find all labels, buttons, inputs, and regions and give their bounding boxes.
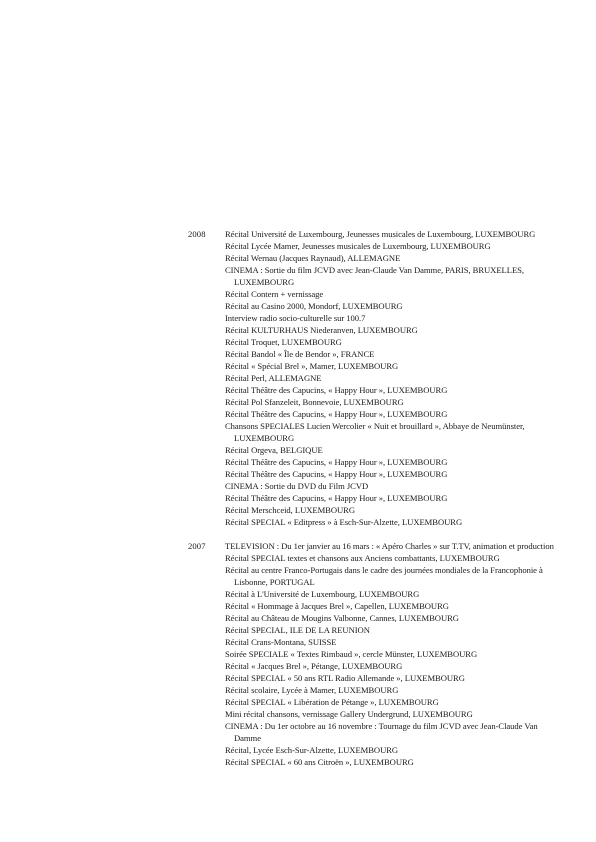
list-item: Récital Orgeva, BELGIQUE	[225, 445, 323, 455]
list-item: Récital au centre Franco-Portugais dans le cadre des journées mondiales de la Francophonie à Lisbonne, PORTUGAL	[225, 565, 543, 587]
list-item: Récital SPECIAL « Libération de Pétange », LUXEMBOURG	[225, 697, 439, 707]
list-item: Récital « Hommage à Jacques Brel », Capellen, LUXEMBOURG	[225, 601, 449, 611]
list-item: Récital « Jacques Brel », Pétange, LUXEMBOURG	[225, 661, 403, 671]
list-item: Récital au Casino 2000, Mondorf, LUXEMBOURG	[225, 301, 403, 311]
list-item: Récital Lycée Mamer, Jeunesses musicales de Luxembourg, LUXEMBOURG	[225, 241, 491, 251]
year-label: 2008	[188, 229, 206, 239]
list-item: Récital Perl, ALLEMAGNE	[225, 373, 322, 383]
list-item: Récital Troquet, LUXEMBOURG	[225, 337, 342, 347]
year-section-2008	[188, 228, 548, 528]
list-item: Récital SPECIAL « Editpress » à Esch-Sur-Alzette, LUXEMBOURG	[225, 517, 463, 527]
list-item: Récital Merschceid, LUXEMBOURG	[225, 505, 356, 515]
list-item: CINEMA : Sortie du DVD du Film JCVD	[225, 481, 369, 491]
list-item: Récital Théâtre des Capucins, « Happy Hour », LUXEMBOURG	[225, 493, 448, 503]
list-item: Récital Pol Sfanzeleit, Bonnevoie, LUXEMBOURG	[225, 397, 404, 407]
list-item: Récital à L'Université de Luxembourg, LUXEMBOURG	[225, 589, 420, 599]
list-item: Récital Théâtre des Capucins, « Happy Hour », LUXEMBOURG	[225, 409, 448, 419]
year-label: 2007	[188, 541, 206, 551]
list-item: Interview radio socio-culturelle sur 100.7	[225, 313, 366, 323]
list-item: Récital KULTURHAUS Niederanven, LUXEMBOURG	[225, 325, 418, 335]
list-item: Récital SPECIAL textes et chansons aux Anciens combattants, LUXEMBOURG	[225, 553, 500, 563]
list-item: Récital Université de Luxembourg, Jeunesses musicales de Luxembourg, LUXEMBOURG	[225, 229, 536, 239]
list-item: Récital Contern + vernissage	[225, 289, 324, 299]
list-item: Récital SPECIAL, ILE DE LA REUNION	[225, 625, 370, 635]
list-item: Récital Théâtre des Capucins, « Happy Hour », LUXEMBOURG	[225, 385, 448, 395]
list-item: Récital Théâtre des Capucins, « Happy Hour », LUXEMBOURG	[225, 469, 448, 479]
list-item: Récital Bandol « Île de Bendor », FRANCE	[225, 349, 375, 359]
list-item: Récital SPECIAL « 50 ans RTL Radio Allemande », LUXEMBOURG	[225, 673, 465, 683]
list-item: CINEMA : Sortie du film JCVD avec Jean-Claude Van Damme, PARIS, BRUXELLES, LUXEMBOURG	[225, 265, 524, 287]
year-section-2007	[188, 540, 554, 768]
list-item: Récital scolaire, Lycée à Mamer, LUXEMBOURG	[225, 685, 399, 695]
list-item: CINEMA : Du 1er octobre au 16 novembre : Tournage du film JCVD avec Jean-Claude Van Damme	[225, 721, 538, 743]
list-item: Chansons SPECIALES Lucien Wercolier « Nuit et brouillard », Abbaye de Neumünster, LUXEMBOURG	[225, 421, 525, 443]
list-item: Récital SPECIAL « 60 ans Citroën », LUXEMBOURG	[225, 757, 414, 767]
list-item: Récital Théâtre des Capucins, « Happy Hour », LUXEMBOURG	[225, 457, 448, 467]
entry-list	[225, 228, 548, 528]
list-item: TELEVISION : Du 1er janvier au 16 mars : « Apéro Charles » sur T.TV, animation et production	[225, 541, 554, 551]
list-item: Récital au Château de Mougins Valbonne, Cannes, LUXEMBOURG	[225, 613, 459, 623]
list-item: Soirée SPECIALE « Textes Rimbaud », cercle Münster, LUXEMBOURG	[225, 649, 478, 659]
list-item: Récital, Lycée Esch-Sur-Alzette, LUXEMBOURG	[225, 745, 399, 755]
entry-list	[225, 540, 554, 768]
list-item: Récital Wernau (Jacques Raynaud), ALLEMAGNE	[225, 253, 401, 263]
document-content	[188, 228, 554, 768]
list-item: Récital « Spécial Brel », Mamer, LUXEMBOURG	[225, 361, 399, 371]
list-item: Mini récital chansons, vernissage Gallery Undergrund, LUXEMBOURG	[225, 709, 473, 719]
list-item: Récital Crans-Montana, SUISSE	[225, 637, 337, 647]
